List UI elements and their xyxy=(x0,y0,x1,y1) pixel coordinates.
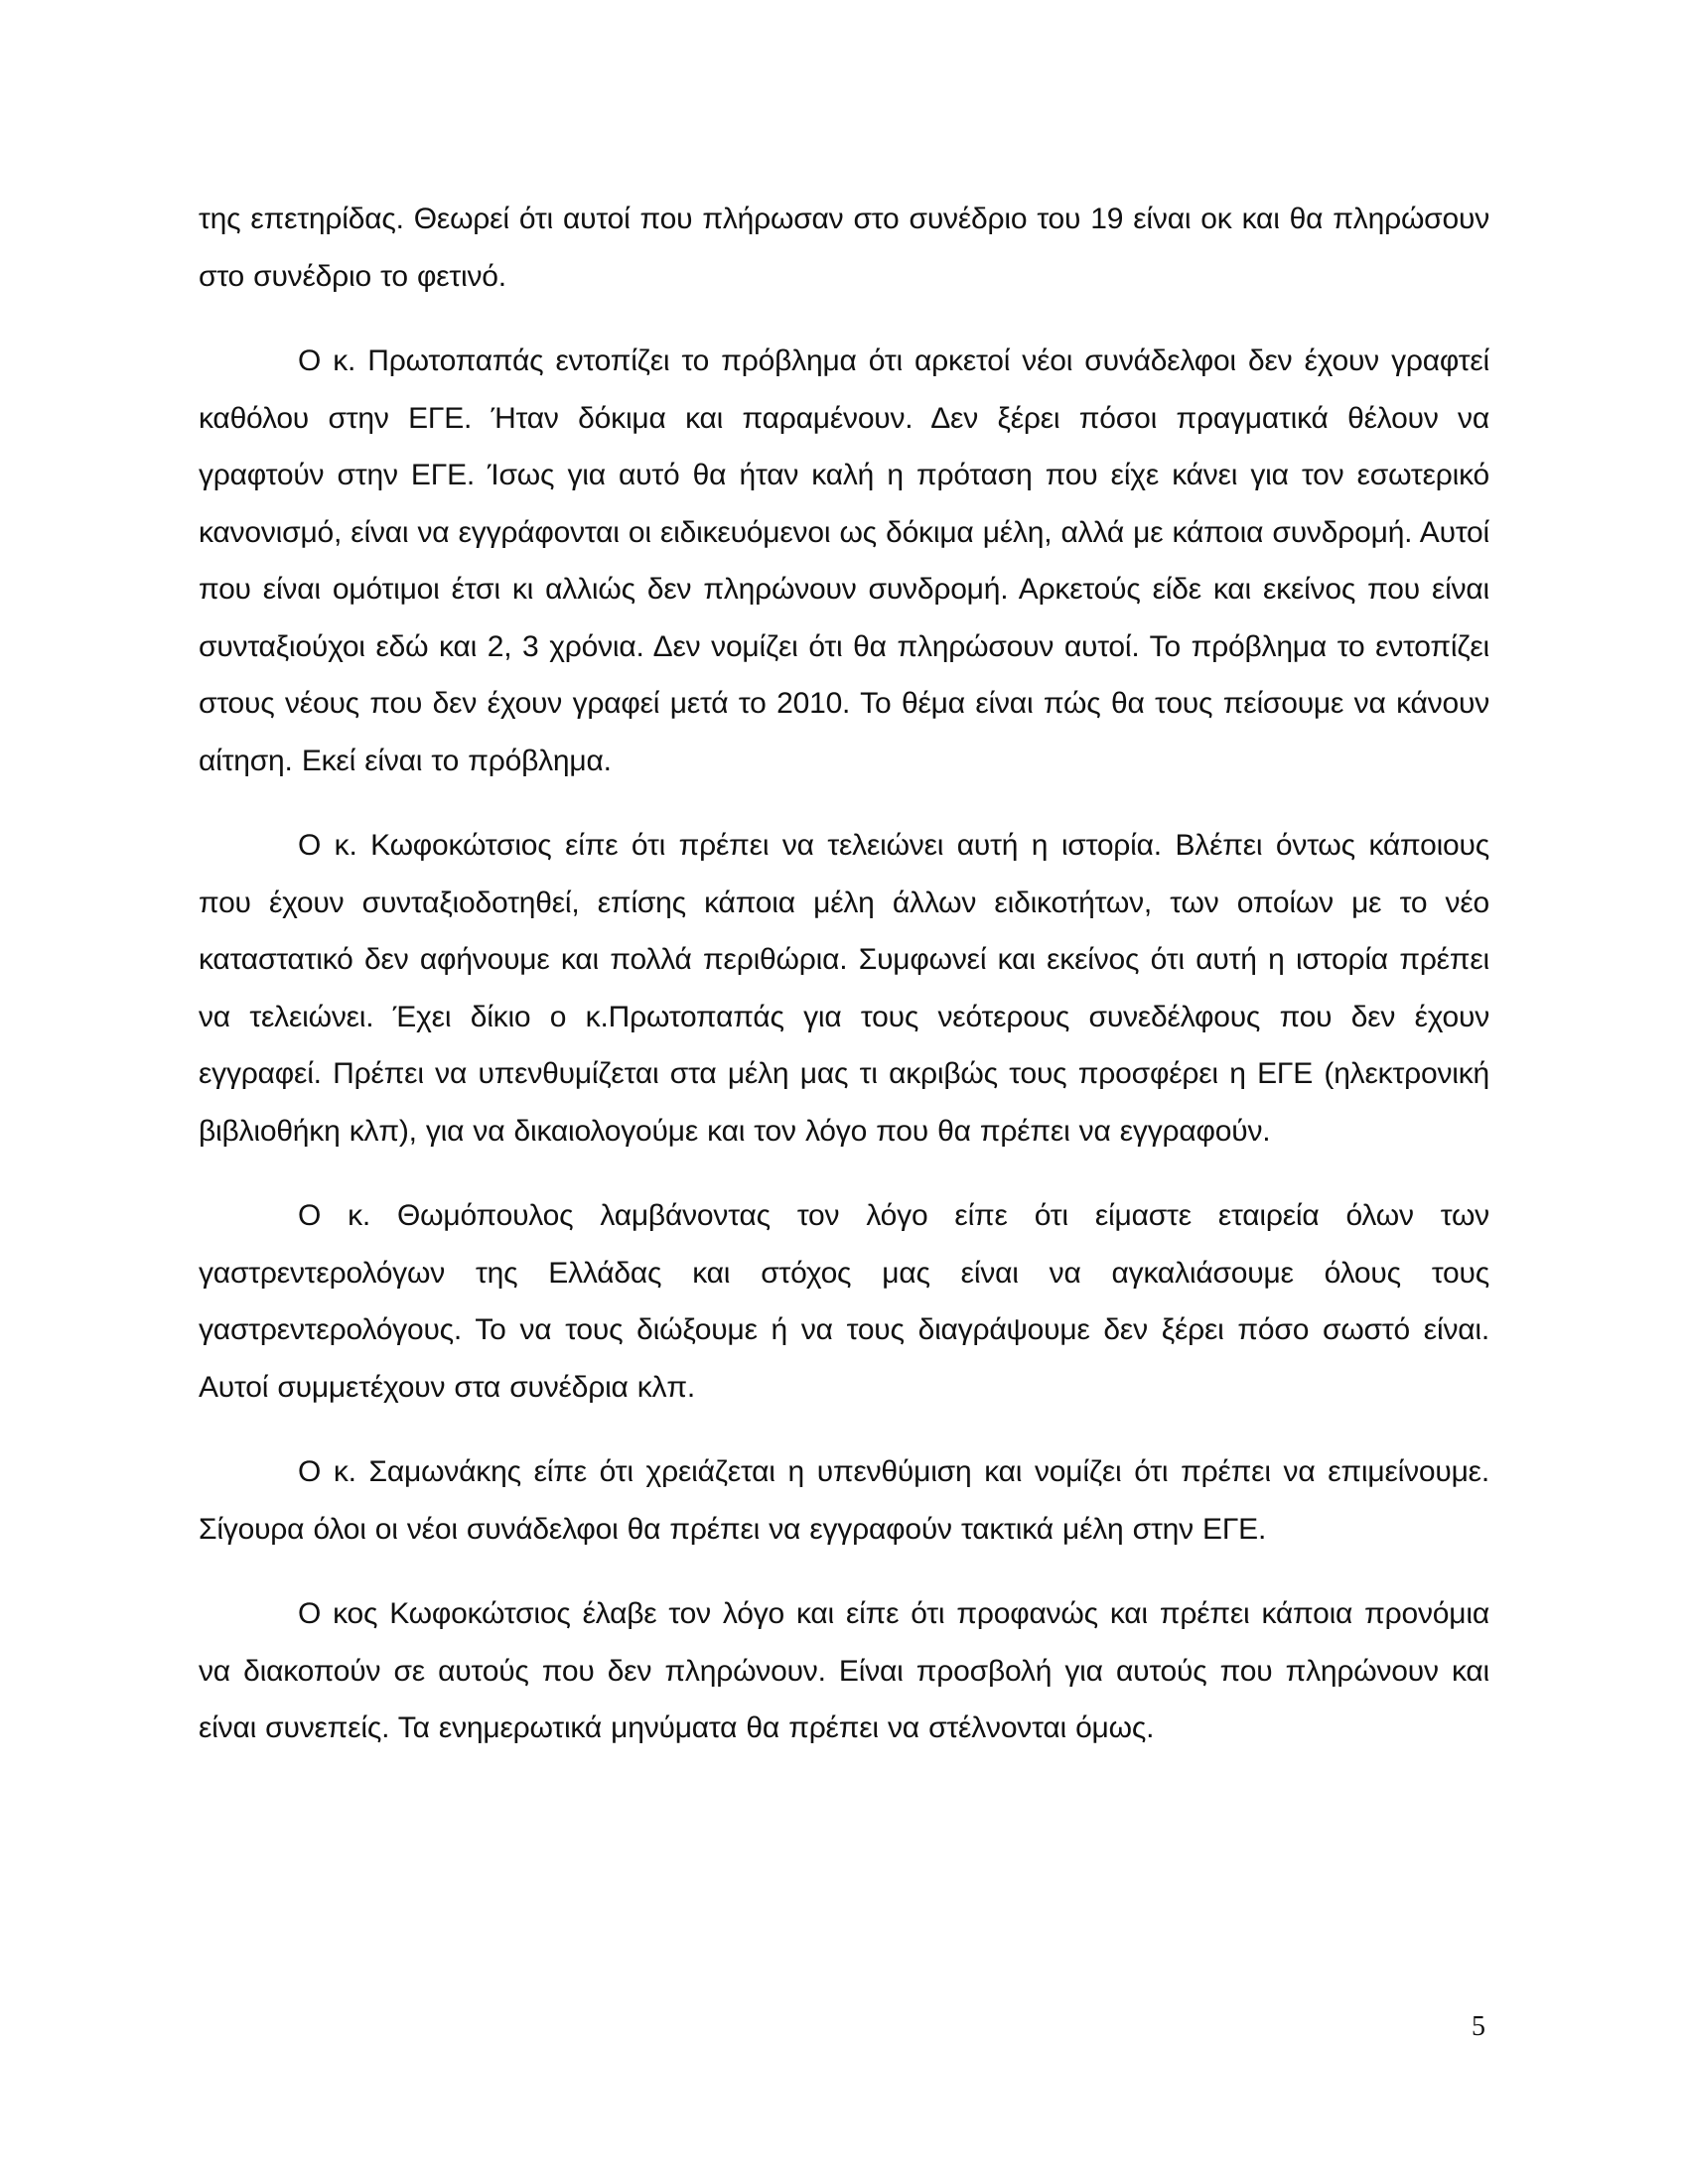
page-number: 5 xyxy=(1472,2011,1485,2042)
paragraph-kofokotsios-2: Ο κος Κωφοκώτσιος έλαβε τον λόγο και είπε ότι προφανώς και πρέπει κάποια προνόμια να διακοπούν σε αυτούς που δεν πληρώνουν. Είναι προσβολή για αυτούς που πληρώνουν και είναι συνεπείς. Τα ενημερωτικά μηνύματα θα πρέπει να στέλνονται όμως. xyxy=(199,1597,1489,1744)
document-page-body xyxy=(199,191,1489,1785)
paragraph-samonakis: Ο κ. Σαμωνάκης είπε ότι χρειάζεται η υπενθύμιση και νομίζει ότι πρέπει να επιμείνουμε. Σίγουρα όλοι οι νέοι συνάδελφοι θα πρέπει να εγγραφούν τακτικά μέλη στην ΕΓΕ. xyxy=(199,1455,1489,1546)
paragraph-protopapas: Ο κ. Πρωτοπαπάς εντοπίζει το πρόβλημα ότι αρκετοί νέοι συνάδελφοι δεν έχουν γραφτεί καθόλου στην ΕΓΕ. Ήταν δόκιμα και παραμένουν. Δεν ξέρει πόσοι πραγματικά θέλουν να γραφτούν στην ΕΓΕ. Ίσως για αυτό θα ήταν καλή η πρόταση που είχε κάνει για τον εσωτερικό κανονισμό, είναι να εγγράφονται οι ειδικευόμενοι ως δόκιμα μέλη, αλλά με κάποια συνδρομή. Αυτοί που είναι ομότιμοι έτσι κι αλλιώς δεν πληρώνουν συνδρομή. Αρκετούς είδε και εκείνος που είναι συνταξιούχοι εδώ και 2, 3 χρόνια. Δεν νομίζει ότι θα πληρώσουν αυτοί. Το πρόβλημα το εντοπίζει στους νέους που δεν έχουν γραφεί μετά το 2010. Το θέμα είναι πώς θα τους πείσουμε να κάνουν αίτηση. Εκεί είναι το πρόβλημα. xyxy=(199,344,1489,777)
paragraph-kofokotsios-1: Ο κ. Κωφοκώτσιος είπε ότι πρέπει να τελειώνει αυτή η ιστορία. Βλέπει όντως κάποιους που έχουν συνταξιοδοτηθεί, επίσης κάποια μέλη άλλων ειδικοτήτων, των οποίων με το νέο καταστατικό δεν αφήνουμε και πολλά περιθώρια. Συμφωνεί και εκείνος ότι αυτή η ιστορία πρέπει να τελειώνει. Έχει δίκιο ο κ.Πρωτοπαπάς για τους νεότερους συνεδέλφους που δεν έχουν εγγραφεί. Πρέπει να υπενθυμίζεται στα μέλη μας τι ακριβώς τους προσφέρει η ΕΓΕ (ηλεκτρονική βιβλιοθήκη κλπ), για να δικαιολογούμε και τον λόγο που θα πρέπει να εγγραφούν. xyxy=(199,829,1489,1148)
paragraph-continuation-epetiridas: της επετηρίδας. Θεωρεί ότι αυτοί που πλήρωσαν στο συνέδριο του 19 είναι οκ και θα πληρώσουν στο συνέδριο το φετινό. xyxy=(199,203,1489,293)
paragraph-thomopoulos: Ο κ. Θωμόπουλος λαμβάνοντας τον λόγο είπε ότι είμαστε εταιρεία όλων των γαστρεντερολόγων της Ελλάδας και στόχος μας είναι να αγκαλιάσουμε όλους τους γαστρεντερολόγους. Το να τους διώξουμε ή να τους διαγράψουμε δεν ξέρει πόσο σωστό είναι. Αυτοί συμμετέχουν στα συνέδρια κλπ. xyxy=(199,1199,1489,1404)
